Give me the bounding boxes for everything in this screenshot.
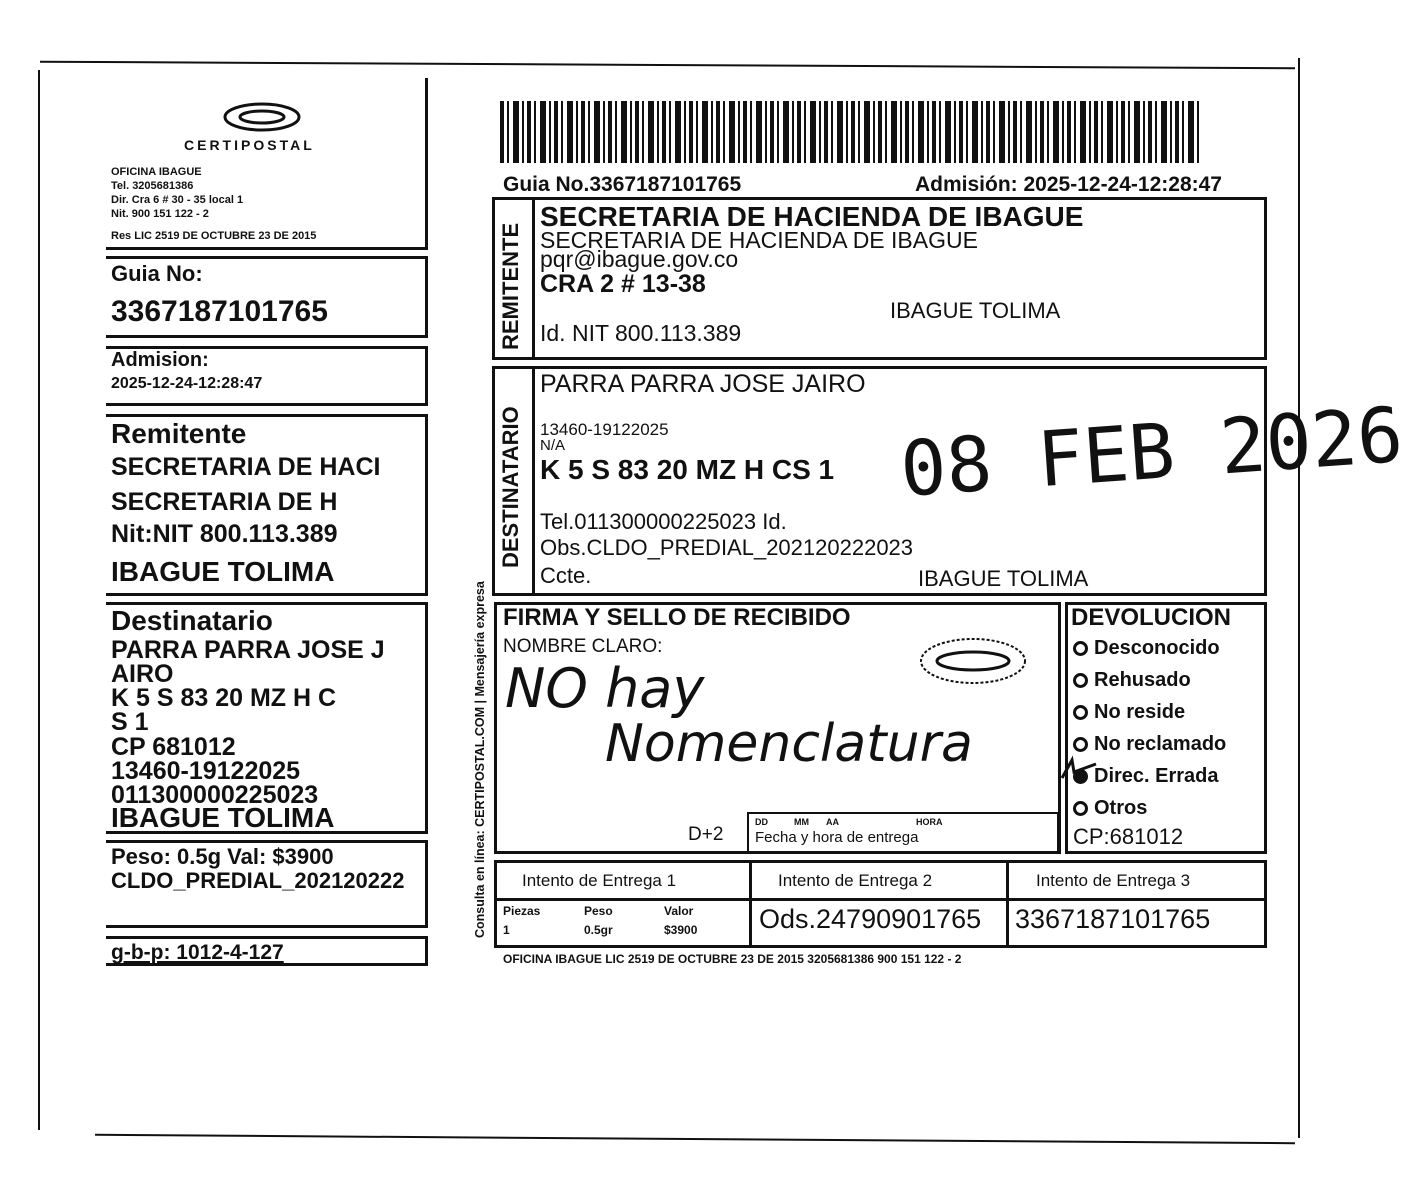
radio-icon [1073,673,1088,688]
received-date-stamp: 08 FEB 2026 [897,389,1406,514]
admision-label: Admision: [111,349,209,371]
devolucion-option-desconocido[interactable]: Desconocido [1073,638,1220,658]
mm-label: MM [794,817,809,827]
remitente-label: Remitente [111,418,247,449]
page-edge-top [40,61,1295,70]
destinatario-line: PARRA PARRA JOSE J [111,636,385,664]
remitente-tab-divider [532,197,535,360]
page-edge-left [38,70,40,1130]
footer-office-line: OFICINA IBAGUE LIC 2519 DE OCTUBRE 23 DE 2015 3205681386 900 151 122 - 2 [503,952,962,966]
intento-2-label: Intento de Entrega 2 [778,871,933,890]
check-mark-icon [1060,756,1100,784]
office-line: Nit. 900 151 122 - 2 [111,208,209,220]
guia-header: Guia No.3367187101765 [503,173,742,196]
remitente-tab: REMITENTE [498,222,523,350]
office-line: Dir. Cra 6 # 30 - 35 local 1 [111,194,244,206]
guia-value: 3367187101765 [111,295,328,328]
piezas-value: 1 [503,923,510,937]
remitente-line: IBAGUE TOLIMA [111,556,335,587]
nombre-claro-label: NOMBRE CLARO: [503,636,663,657]
intento-1-label: Intento de Entrega 1 [522,871,677,890]
destinatario-line: S 1 [111,708,149,736]
destinatario-line: 13460-19122025 [111,757,301,785]
receiver-stamp-seal [918,636,1028,686]
handwritten-note-2: Nomenclatura [605,714,973,774]
intento-3-label: Intento de Entrega 3 [1036,871,1191,890]
remitente-address: CRA 2 # 13-38 [540,270,706,298]
destinatario-address: K 5 S 83 20 MZ H CS 1 [540,454,835,485]
office-line: OFICINA IBAGUE [111,166,202,178]
peso-value: 0.5gr [584,923,613,937]
destinatario-line: K 5 S 83 20 MZ H C [111,684,337,712]
peso-label: Peso [584,904,613,918]
destinatario-line: 011300000225023 [111,781,319,809]
admision-header: Admisión: 2025-12-24-12:28:47 [915,173,1222,196]
destinatario-line: AIRO [111,660,174,688]
dd-label: DD [755,817,768,827]
destinatario-line: IBAGUE TOLIMA [111,802,335,833]
obs-line: CLDO_PREDIAL_202120222 [111,868,405,893]
guia-label: Guia No: [111,261,203,286]
radio-icon [1073,705,1088,720]
remitente-line: SECRETARIA DE HACI [111,453,381,481]
destinatario-ref: 13460-19122025 [540,420,669,439]
piezas-label: Piezas [503,904,541,918]
destinatario-label: Destinatario [111,605,273,636]
devolucion-option-no-reclamado[interactable]: No reclamado [1073,734,1226,754]
firma-title: FIRMA Y SELLO DE RECIBIDO [503,604,851,631]
intentos-row-divider [494,898,1267,901]
office-line: Tel. 3205681386 [111,180,194,192]
remitente-line: SECRETARIA DE H [111,488,338,516]
radio-icon [1073,641,1088,656]
intentos-col-divider [1006,860,1009,948]
page-edge-right [1298,58,1300,1138]
valor-label: Valor [664,904,694,918]
guia-number-bottom: 3367187101765 [1015,904,1211,934]
office-box [106,78,428,250]
valor-value: $3900 [664,923,698,937]
peso-line: Peso: 0.5g Val: $3900 [111,844,334,869]
brand-name: CERTIPOSTAL [184,137,315,153]
destinatario-obs: Obs.CLDO_PREDIAL_202120222023 [540,535,914,560]
barcode [500,101,1200,163]
remitente-nit: Id. NIT 800.113.389 [540,320,742,346]
destinatario-city: IBAGUE TOLIMA [918,566,1089,591]
destinatario-tel: Tel.011300000225023 Id. [540,509,787,534]
remitente-name-big: SECRETARIA DE HACIENDA DE IBAGUE [540,201,1084,232]
remitente-city: IBAGUE TOLIMA [890,298,1061,323]
ods-number: Ods.24790901765 [759,904,982,934]
destinatario-line: CP 681012 [111,733,236,761]
destinatario-ccte: Ccte. [540,563,592,588]
radio-icon [1073,737,1088,752]
page-edge-bottom [95,1134,1295,1144]
destinatario-na: N/A [540,437,566,454]
gbp-code: g-b-p: 1012-4-127 [111,941,284,964]
aa-label: AA [826,817,839,827]
intentos-col-divider [749,860,752,948]
devolucion-option-direc-errada[interactable]: Direc. Errada [1073,766,1219,786]
radio-icon [1073,801,1088,816]
remitente-line: Nit:NIT 800.113.389 [111,520,338,548]
destinatario-tab: DESTINATARIO [498,406,523,568]
office-line: Res LIC 2519 DE OCTUBRE 23 DE 2015 [111,230,317,242]
hora-label: HORA [916,817,943,827]
devolucion-option-no-reside[interactable]: No reside [1073,702,1185,722]
remitente-name: SECRETARIA DE HACIENDA DE IBAGUE [540,227,978,253]
remitente-email: pqr@ibague.gov.co [540,246,739,272]
destinatario-name: PARRA PARRA JOSE JAIRO [540,370,866,398]
destinatario-tab-divider [532,366,535,596]
devolucion-cp: CP:681012 [1073,824,1184,849]
devolucion-option-otros[interactable]: Otros [1073,798,1147,818]
side-consulta-text: Consulta en línea: CERTIPOSTAL.COM | Mensajería expresa [473,581,487,938]
devolucion-option-rehusado[interactable]: Rehusado [1073,670,1191,690]
fecha-entrega-label: Fecha y hora de entrega [755,829,919,846]
d2-label: D+2 [688,824,724,845]
handwritten-note-1: NO hay [505,657,705,720]
devolucion-title: DEVOLUCION [1071,604,1232,631]
admision-value: 2025-12-24-12:28:47 [111,375,263,392]
